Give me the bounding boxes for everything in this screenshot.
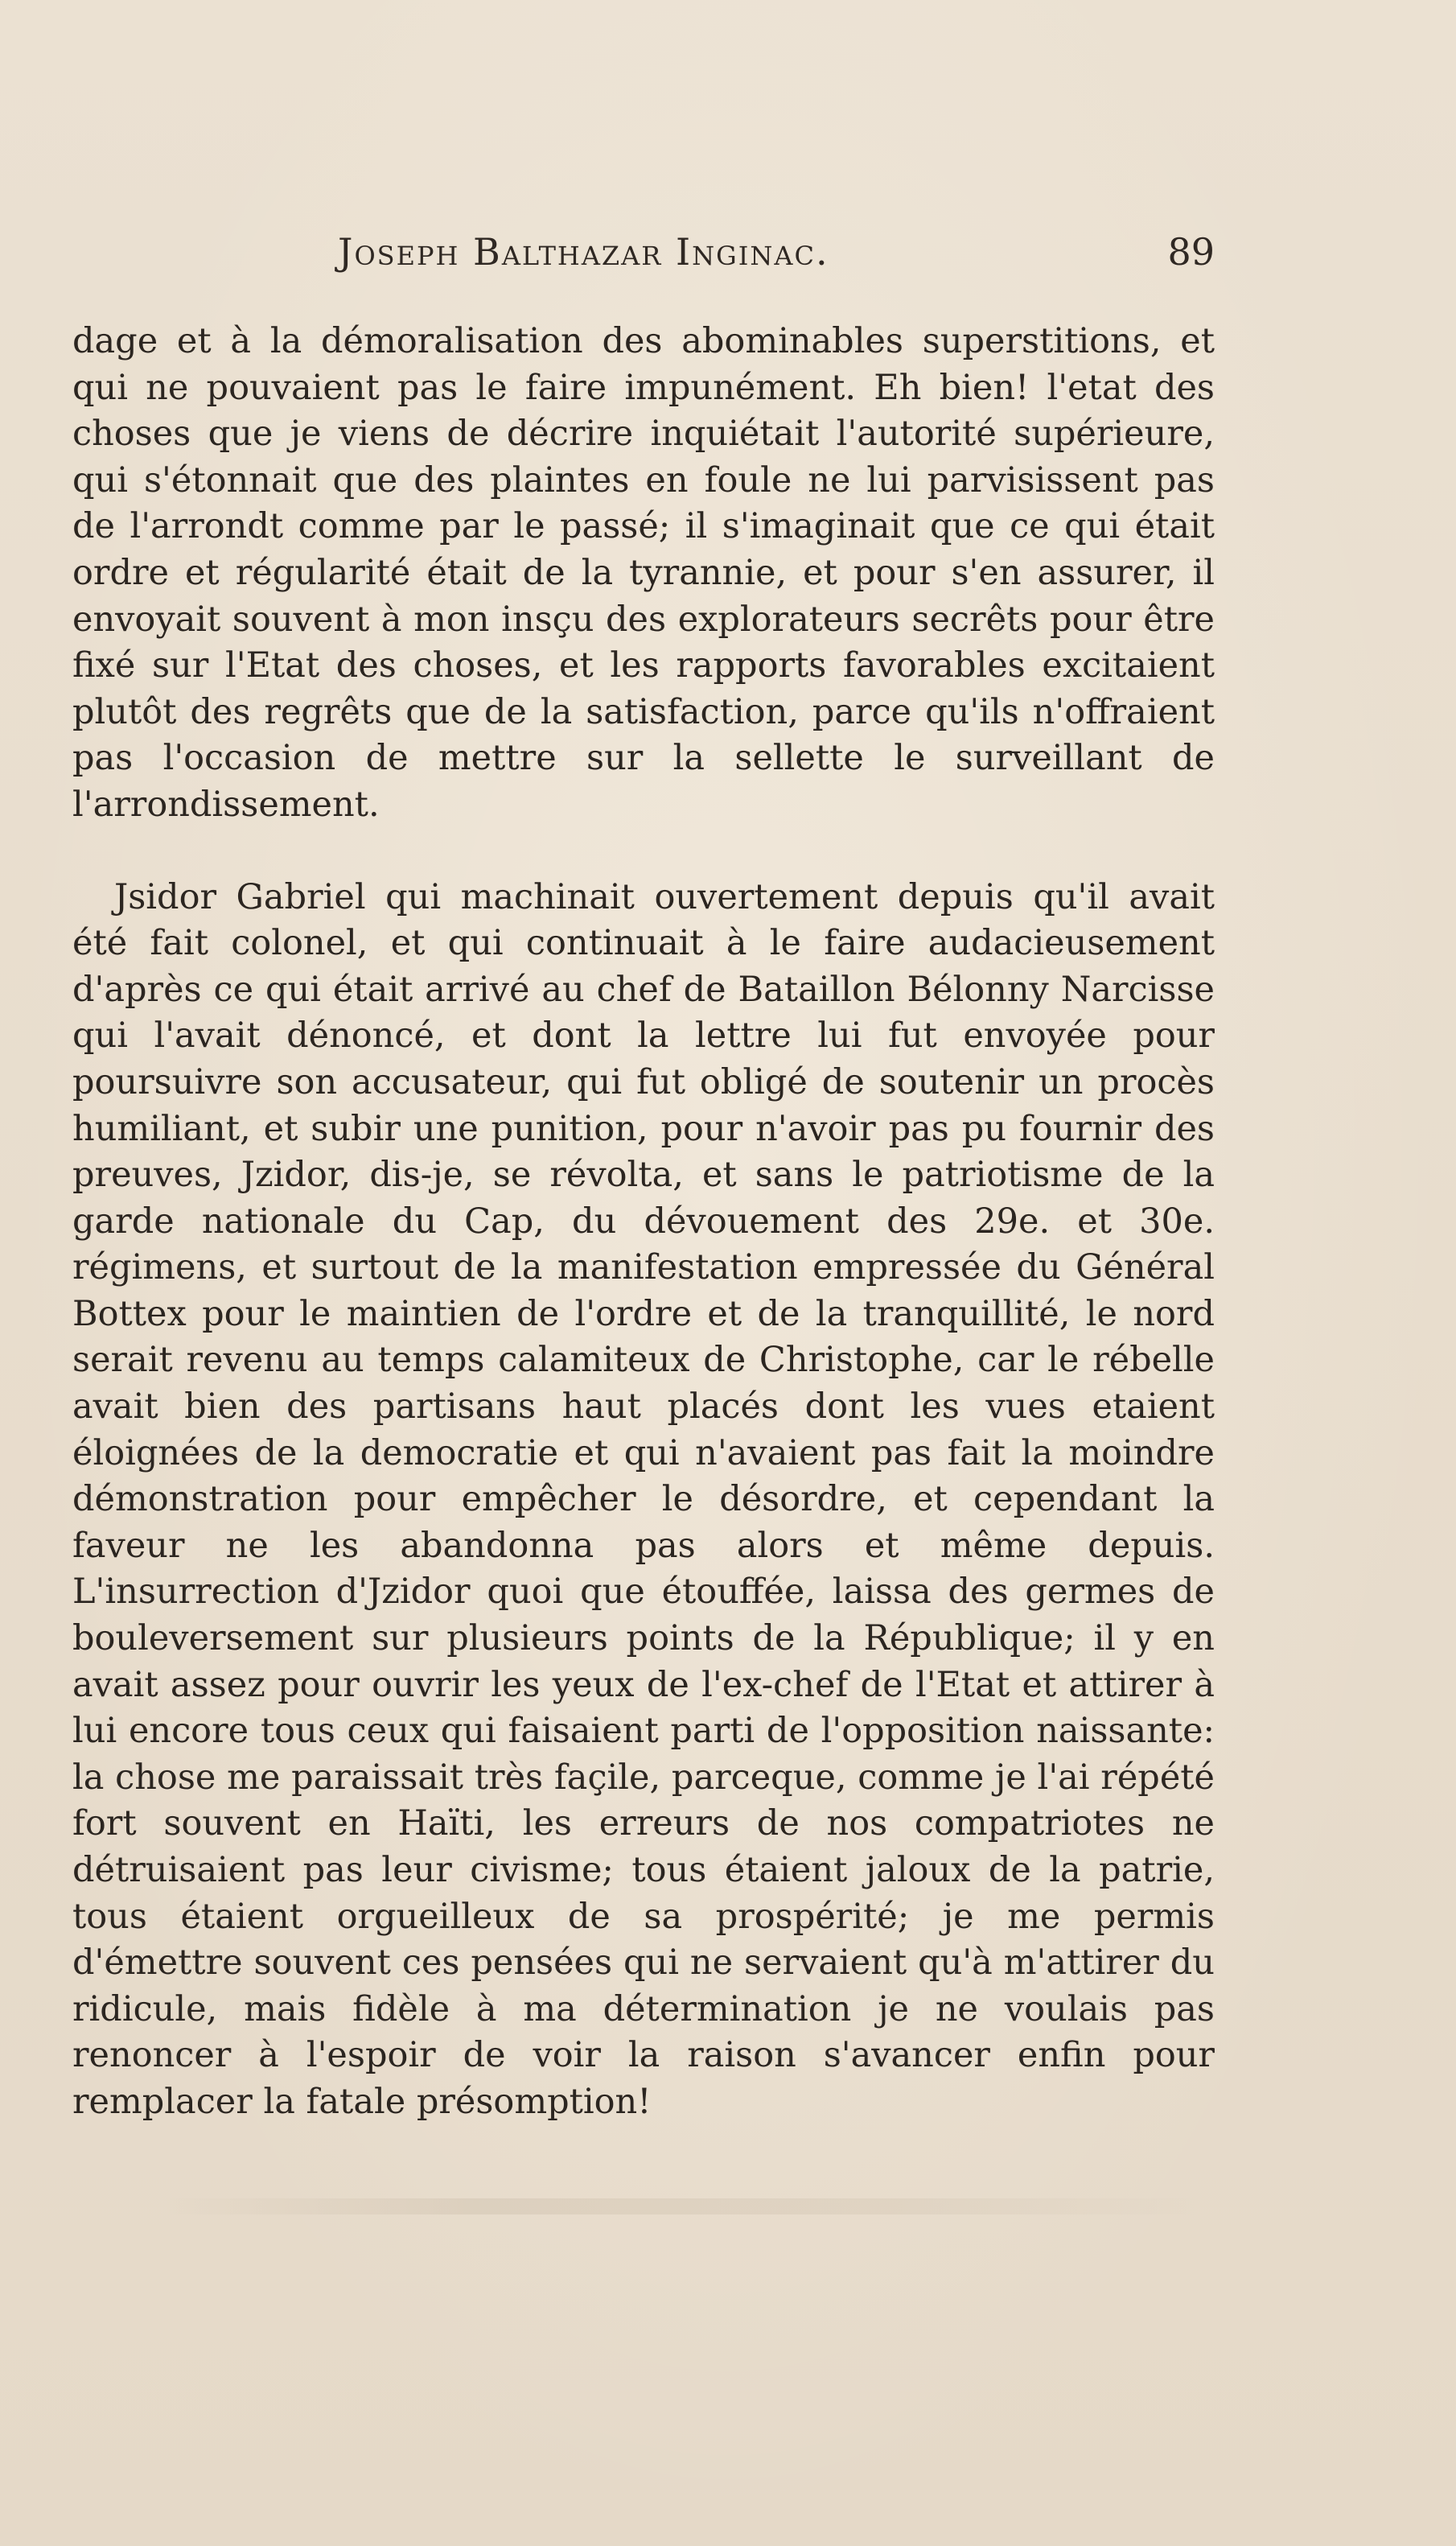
running-title: Joseph Balthazar Inginac. xyxy=(338,230,829,274)
page-number: 89 xyxy=(1167,230,1215,274)
body-text xyxy=(72,319,1215,2126)
page-header xyxy=(72,230,1215,278)
paragraph-2: Jsidor Gabriel qui machinait ouvertement depuis qu'il avait été fait colonel, et qui continuait à le faire audacieusement d'après ce qui était arrivé au chef de Bataillon Bélonny Narcisse qui l'avait dénoncé, et dont la lettre lui fut envoyée pour poursuivre son accusateur, qui fut obligé de soutenir un procès humiliant, et subir une punition, pour n'avoir pas pu fournir des preuves, Jzidor, dis-je, se révolta, et sans le patriotisme de la garde nationale du Cap, du dévouement des 29e. et 30e. régimens, et surtout de la manifestation empressée du Général Bottex pour le maintien de l'ordre et de la tranquillité, le nord serait revenu au temps calamiteux de Christophe, car le rébelle avait bien des partisans haut placés dont les vues etaient éloignées de la democratie et qui n'avaient pas fait la moindre démonstration pour empêcher le désordre, et cependant la faveur ne les abandonna pas alors et même depuis. L'insurrection d'Jzidor quoi que étouffée, laissa des germes de bouleversement sur plusieurs points de la République; il y en avait assez pour ouvrir les yeux de l'ex-chef de l'Etat et attirer à lui encore tous ceux qui faisaient parti de l'opposition naissante: la chose me paraissait très façile, parceque, comme je l'ai répété fort souvent en Haïti, les erreurs de nos compatriotes ne détruisaient pas leur civisme; tous étaient jaloux de la patrie, tous étaient orgueilleux de sa prospérité; je me permis d'émettre souvent ces pensées qui ne servaient qu'à m'attirer du ridicule, mais fidèle à ma détermination je ne voulais pas renoncer à l'espoir de voir la raison s'avancer enfin pour remplacer la fatale présomption! xyxy=(72,876,1215,2122)
paragraph-1: dage et à la démoralisation des abominables superstitions, et qui ne pouvaient pas le faire impunément. Eh bien! l'etat des choses que je viens de décrire inquiétait l'autorité supérieure, qui s'étonnait que des plaintes en foule ne lui parvisissent pas de l'arrondt comme par le passé; il s'imaginait que ce qui était ordre et régularité était de la tyrannie, et pour s'en assurer, il envoyait souvent à mon insçu des explorateurs secrêts pour être fixé sur l'Etat des choses, et les rapports favorables excitaient plutôt des regrêts que de la satisfaction, parce qu'ils n'offraient pas l'occasion de mettre sur la sellette le surveillant de l'arrondissement. xyxy=(72,321,1215,825)
page-smudge xyxy=(161,2198,1207,2214)
